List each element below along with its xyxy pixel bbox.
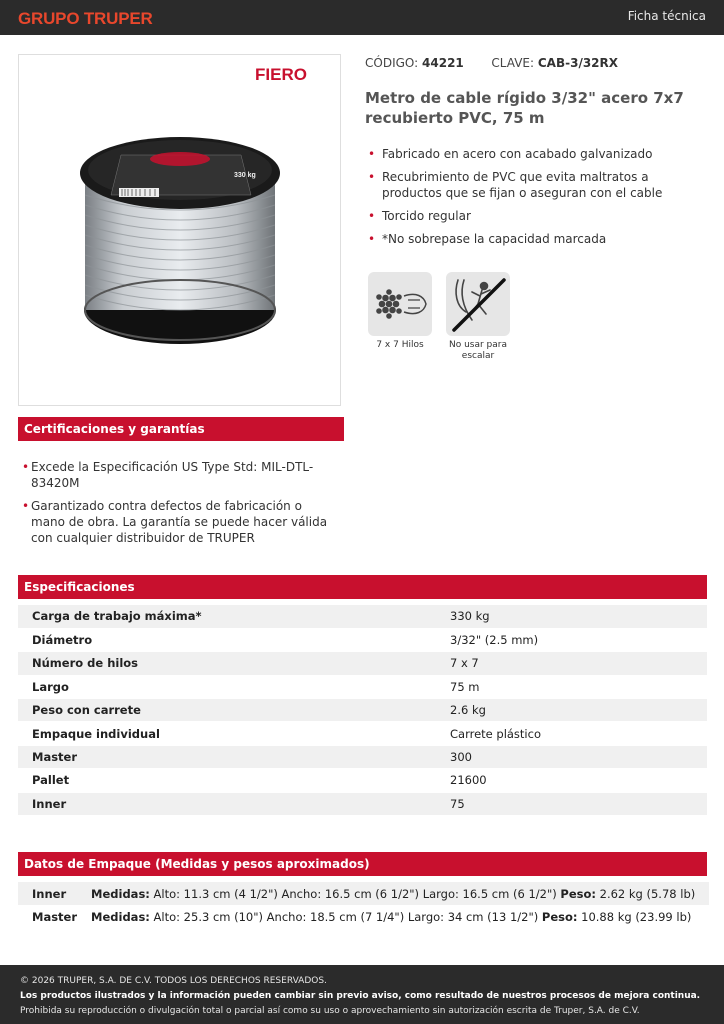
key-label: CLAVE: (491, 56, 535, 70)
table-row: Número de hilos 7 x 7 (18, 652, 707, 675)
table-row: Largo 75 m (18, 675, 707, 698)
fiero-logo: FIERO (255, 65, 307, 84)
product-codes (365, 56, 618, 70)
certifications-list (31, 459, 331, 553)
footer (0, 965, 724, 1024)
brand-logo: GRUPO TRUPER (18, 9, 153, 28)
certifications-header: Certificaciones y garantías (18, 417, 344, 441)
product-title: Metro de cable rígido 3/32" acero 7x7 recubierto PVC, 75 m (365, 89, 684, 127)
document-type: Ficha técnica (627, 9, 706, 23)
top-bar (0, 0, 724, 35)
specifications-header: Especificaciones (18, 575, 707, 599)
wire-strands-icon (368, 272, 432, 336)
table-row: Inner Medidas: Alto: 11.3 cm (4 1/2") Ancho: 16.5 cm (6 1/2") Largo: 16.5 cm (6 1/2") Peso: 2.62 kg (5.78 lb) (18, 882, 709, 905)
table-row: Peso con carrete 2.6 kg (18, 699, 707, 722)
list-item: • Excede la Especificación US Type Std: MIL-DTL-83420M (31, 459, 331, 491)
table-row: Inner 75 (18, 792, 707, 815)
list-item: • *No sobrepase la capacidad marcada (382, 231, 707, 247)
product-image (18, 54, 341, 406)
packaging-header: Datos de Empaque (Medidas y pesos aproximados) (18, 852, 707, 876)
icon-label-strands: 7 x 7 Hilos (376, 340, 424, 350)
table-row: Pallet 21600 (18, 769, 707, 792)
change-notice: Los productos ilustrados y la información pueden cambiar sin previo aviso, como resultado de nuestros procesos de mejora continua. (20, 991, 701, 1001)
list-item: • Fabricado en acero con acabado galvanizado (382, 146, 707, 162)
key-value: CAB-3/32RX (537, 56, 619, 70)
table-row: Diámetro 3/32" (2.5 mm) (18, 628, 707, 651)
list-item: • Recubrimiento de PVC que evita maltratos a productos que se fijan o aseguran con el cable (382, 169, 707, 201)
svg-text:330 kg: 330 kg (234, 172, 256, 179)
no-climbing-icon (446, 272, 510, 336)
copyright: © 2026 TRUPER, S.A. DE C.V. TODOS LOS DERECHOS RESERVADOS. (20, 976, 327, 986)
icon-label-no-climb: No usar para escalar (448, 340, 507, 361)
table-row: Master Medidas: Alto: 25.3 cm (10") Ancho: 18.5 cm (7 1/4") Largo: 34 cm (13 1/2") Peso: 10.88 kg (23.99 lb) (32, 910, 692, 925)
list-item: • Garantizado contra defectos de fabricación o mano de obra. La garantía se puede hacer válida con cualquier distribuidor de TRUPER (31, 498, 331, 546)
table-row: Carga de trabajo máxima* 330 kg (18, 605, 707, 628)
table-row: Master 300 (18, 745, 707, 768)
legal-notice: Prohibida su reproducción o divulgación total o parcial así como su uso o aprovechamiento sin autorización escrita de Truper, S.A. de C.V. (20, 1006, 640, 1016)
table-row: Empaque individual Carrete plástico (18, 722, 707, 745)
packaging-table (18, 882, 709, 929)
code-label: CÓDIGO: (365, 56, 419, 70)
list-item: • Torcido regular (382, 208, 707, 224)
cable-spool-icon (19, 55, 342, 407)
feature-list (382, 146, 707, 254)
code-value: 44221 (422, 56, 464, 70)
specifications-table (18, 605, 707, 816)
